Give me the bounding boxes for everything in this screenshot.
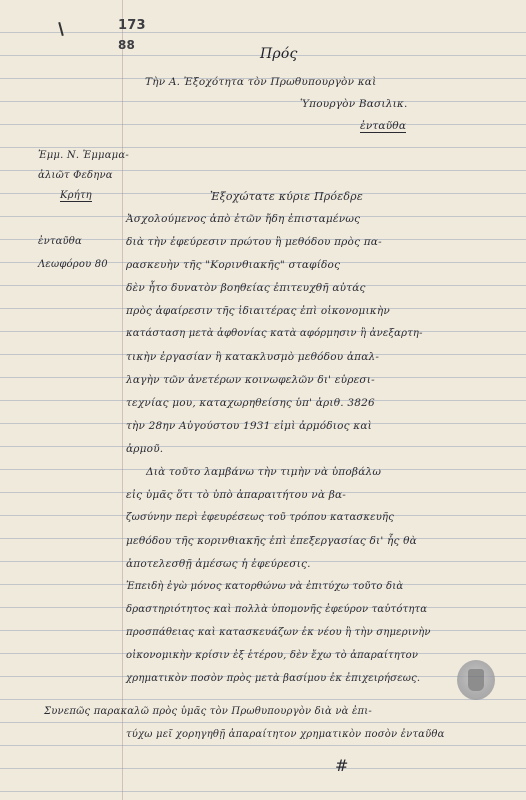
archive-number-1: 173 — [118, 18, 146, 33]
addressee-line-3: ἐνταῦθα — [360, 120, 407, 132]
body-line: κατάσταση μετὰ ἀφθονίας κατὰ αφόρμησιν ἢ ἀνεξαρτη- — [126, 328, 423, 339]
body-line: προσπάθειας καὶ κατασκευάζων ἐκ νέου ἢ τὴν σημερινὴν — [126, 627, 431, 638]
margin-note-4: ἐνταῦθα — [38, 236, 82, 247]
margin-rule — [122, 0, 123, 800]
body-line: τὴν 28ην Αὐγούστου 1931 εἰμὶ ἀρμόδιος καὶ — [126, 420, 372, 432]
addressee-line-1: Τὴν Α. Ἐξοχότητα τὸν Πρωθυπουργὸν καὶ — [145, 76, 377, 88]
margin-note-3: Κρήτη — [60, 190, 92, 201]
body-line: χρηματικὸν ποσὸν πρὸς μετὰ βασίμου ἐκ ἐπιχειρήσεως. — [126, 673, 421, 684]
seal-emblem — [468, 669, 484, 691]
body-line: τεχνίας μου, καταχωρηθείσης ὑπ' ἀριθ. 3826 — [126, 397, 375, 409]
archive-number-2: 88 — [118, 38, 136, 52]
body-line: δραστηριότητος καὶ πολλὰ ὑπομονῆς ἐφεύρον ταὐτότητα — [126, 604, 428, 615]
corner-mark — [58, 22, 64, 36]
body-line: Ἀσχολούμενος ἀπὸ ἐτῶν ἤδη ἐπισταμένως — [126, 213, 361, 225]
body-line: δὲν ἦτο δυνατὸν βοηθείας ἐπιτευχθῆ αὐτάς — [126, 282, 366, 294]
body-line: ζωσύνην περὶ ἐφευρέσεως τοῦ τρόπου κατασκευῆς — [126, 512, 395, 523]
page-continuation-mark: # — [335, 756, 349, 775]
heading-pros: Πρός — [260, 46, 298, 62]
body-line: τικὴν ἐργασίαν ἢ κατακλυσμὸ μεθόδου ἀπαλ- — [126, 351, 380, 363]
margin-note-1: Ἐμμ. Ν. Ἐμμαμα- — [38, 150, 129, 161]
body-line: Συνεπῶς παρακαλῶ πρὸς ὑμᾶς τὸν Πρωθυπουργὸν διὰ νὰ ἐπι- — [44, 706, 372, 717]
body-line: ρασκευὴν τῆς "Κορινθιακῆς" σταφίδος — [126, 259, 341, 271]
addressee-line-2: Ὑπουργὸν Βασιλικ. — [300, 98, 408, 110]
body-line: ἀποτελεσθῇ ἀμέσως ἡ ἐφεύρεσις. — [126, 558, 311, 570]
body-line: εἰς ὑμᾶς ὅτι τὸ ὑπὸ ἀπαραιτήτου νὰ βα- — [126, 489, 347, 501]
body-line: Ἐπειδὴ ἐγὼ μόνος κατορθώνω νὰ ἐπιτύχω τοῦτο διὰ — [126, 581, 404, 592]
margin-note-2: ἀλιῶτ Φεδηνα — [38, 170, 113, 181]
body-line: λαγὴν τῶν ἀνετέρων κοινωφελῶν δι' εὑρεσι- — [126, 374, 375, 386]
body-line: ἀρμοῦ. — [126, 443, 164, 455]
margin-note-5: Λεωφόρου 80 — [38, 259, 108, 270]
body-line: Διὰ τοῦτο λαμβάνω τὴν τιμὴν νὰ ὑποβάλω — [146, 466, 382, 478]
body-line: πρὸς ἀφαίρεσιν τῆς ἰδιαιτέρας ἐπὶ οἰκονομικὴν — [126, 305, 390, 317]
archive-seal — [457, 660, 495, 700]
body-line: τύχω μεῖ χορηγηθῇ ἀπαραίτητον χρηματικὸν ποσὸν ἐνταῦθα — [126, 729, 445, 740]
body-line: μεθόδου τῆς κορινθιακῆς ἐπὶ ἐπεξεργασίας δι' ἧς θὰ — [126, 535, 417, 547]
body-line: διὰ τὴν ἐφεύρεσιν πρώτου ἢ μεθόδου πρὸς πα- — [126, 236, 382, 248]
body-line: οἰκονομικὴν κρίσιν ἐξ ἑτέρου, δὲν ἔχω τὸ ἀπαραίτητον — [126, 650, 419, 661]
salutation: Ἐξοχώτατε κύριε Πρόεδρε — [210, 190, 363, 203]
